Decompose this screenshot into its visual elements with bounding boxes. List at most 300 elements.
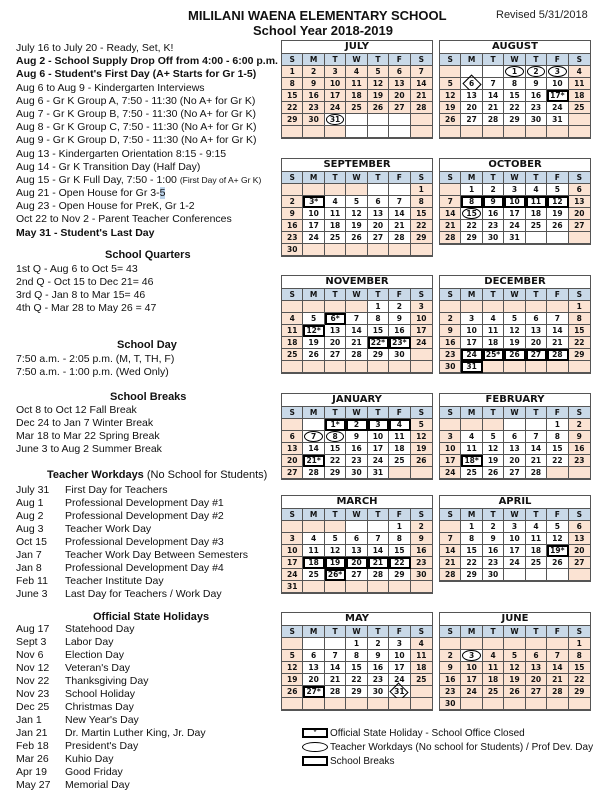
quarters-title: School Quarters	[105, 249, 191, 261]
day-header: S	[282, 172, 303, 184]
empty-cell	[547, 301, 568, 313]
day-cell: 5	[325, 533, 346, 545]
day-cell: 22	[411, 220, 432, 232]
empty-cell	[325, 521, 346, 533]
day-cell: 28	[303, 467, 324, 479]
empty-cell	[368, 521, 389, 533]
school-day-title: School Day	[117, 339, 177, 351]
day-cell: 4	[461, 431, 482, 443]
legend-item-holiday	[302, 726, 593, 740]
event-text: May 31 - Student's Last Day	[16, 226, 155, 239]
day-cell: 14	[346, 325, 367, 337]
event-item	[16, 55, 278, 68]
day-cell: 22	[569, 674, 590, 686]
event-text: July 16 to July 20 - Ready, Set, K!	[16, 42, 174, 54]
day-cell: 17	[411, 325, 432, 337]
day-cell: 14	[440, 545, 461, 557]
month-calendar-december	[439, 275, 591, 374]
empty-cell	[440, 184, 461, 196]
day-cell: 18	[389, 443, 410, 455]
day-cell: 11	[282, 325, 303, 337]
empty-cell	[368, 698, 389, 710]
day-header: S	[569, 509, 590, 521]
day-header: T	[325, 626, 346, 638]
day-cell: 29	[411, 232, 432, 244]
empty-cell	[325, 698, 346, 710]
day-cell: 30	[526, 114, 547, 126]
workdays-subtitle: (No School for Students)	[146, 469, 268, 481]
day-cell: 16	[303, 90, 324, 102]
workdays-title: Teacher Workdays	[47, 469, 144, 481]
day-cell: 10	[389, 650, 410, 662]
holiday-day-cell: 17*	[547, 90, 568, 102]
holiday-day-cell: 18*	[461, 455, 482, 467]
event-item	[16, 68, 278, 81]
day-cell: 28	[440, 232, 461, 244]
workday-cell: 2	[526, 66, 547, 78]
empty-cell	[282, 301, 303, 313]
day-cell: 17	[325, 90, 346, 102]
day-header: W	[346, 626, 367, 638]
day-cell: 5	[282, 650, 303, 662]
item-date: Jan 8	[16, 562, 42, 574]
day-cell: 18	[483, 337, 504, 349]
holiday-item	[16, 675, 206, 688]
event-text: Aug 2 - School Supply Drop Off from 4:00 - 6:00 p.m.	[16, 55, 278, 68]
day-cell: 24	[547, 102, 568, 114]
day-cell: 15	[346, 662, 367, 674]
day-header: F	[547, 407, 568, 419]
day-cell: 16	[440, 674, 461, 686]
day-cell: 12	[483, 443, 504, 455]
empty-cell	[411, 467, 432, 479]
day-cell: 17	[282, 557, 303, 569]
day-cell: 16	[346, 443, 367, 455]
workday-item	[16, 588, 248, 601]
day-cell: 24	[461, 686, 482, 698]
day-header: T	[483, 289, 504, 301]
item-desc: Teacher Work Day Between Semesters	[65, 549, 249, 561]
holiday-day-cell: 21*	[303, 455, 324, 467]
day-cell: 18	[526, 545, 547, 557]
item-desc: Dr. Martin Luther King, Jr. Day	[65, 727, 206, 739]
day-cell: 30	[346, 467, 367, 479]
quarter-item: 2nd Q - Oct 15 to Dec 21= 46	[16, 276, 154, 288]
legend-label: School Breaks	[330, 755, 395, 767]
day-cell: 17	[389, 662, 410, 674]
day-header: T	[526, 626, 547, 638]
day-header: F	[389, 509, 410, 521]
day-cell: 2	[282, 196, 303, 208]
empty-cell	[526, 419, 547, 431]
day-header: S	[411, 54, 432, 66]
empty-cell	[483, 126, 504, 138]
empty-cell	[282, 638, 303, 650]
empty-cell	[411, 361, 432, 373]
event-note: (First Day of A+ Gr K)	[179, 174, 262, 185]
item-desc: School Holiday	[65, 688, 136, 700]
day-cell: 4	[411, 638, 432, 650]
day-header: M	[303, 509, 324, 521]
event-text: Aug 9 - Gr K Group D, 7:50 - 11:30 (No A+ for Gr K)	[16, 134, 257, 147]
day-cell: 17	[461, 674, 482, 686]
breaks-title: School Breaks	[110, 391, 187, 403]
month-grid	[440, 626, 590, 710]
day-cell: 9	[440, 662, 461, 674]
day-cell: 23	[346, 455, 367, 467]
month-grid	[282, 54, 432, 138]
day-header: T	[368, 407, 389, 419]
day-header: F	[547, 289, 568, 301]
break-day-cell: 11	[526, 196, 547, 208]
workday-cell: 15	[461, 208, 482, 220]
day-cell: 14	[368, 545, 389, 557]
day-cell: 2	[411, 521, 432, 533]
day-cell: 5	[303, 313, 324, 325]
day-cell: 25	[461, 467, 482, 479]
day-cell: 3	[440, 431, 461, 443]
item-date: Aug 1	[16, 497, 44, 509]
event-text: Oct 22 to Nov 2 - Parent Teacher Conferences	[16, 213, 232, 226]
event-item	[16, 161, 278, 174]
empty-cell	[303, 581, 324, 593]
day-cell: 18	[411, 662, 432, 674]
empty-cell	[440, 521, 461, 533]
item-date: Apr 19	[16, 766, 47, 778]
item-desc: Labor Day	[65, 636, 114, 648]
day-cell: 20	[325, 337, 346, 349]
break-day-cell: 20	[346, 557, 367, 569]
item-desc: Professional Development Day #2	[65, 510, 224, 522]
day-cell: 9	[569, 431, 590, 443]
month-calendar-march	[281, 495, 433, 594]
day-cell: 5	[504, 313, 525, 325]
day-cell: 1	[346, 638, 367, 650]
holiday-day-cell: 6*	[325, 313, 346, 325]
day-cell: 3	[282, 533, 303, 545]
month-calendar-november	[281, 275, 433, 374]
empty-cell	[411, 698, 432, 710]
day-cell: 11	[461, 443, 482, 455]
day-cell: 24	[303, 232, 324, 244]
item-date: Dec 25	[16, 701, 50, 713]
day-cell: 10	[461, 325, 482, 337]
day-cell: 25	[303, 569, 324, 581]
empty-cell	[303, 638, 324, 650]
workdays-list	[16, 484, 248, 601]
empty-cell	[504, 126, 525, 138]
day-cell: 18	[526, 208, 547, 220]
day-cell: 14	[483, 90, 504, 102]
day-cell: 20	[569, 545, 590, 557]
event-item	[16, 227, 278, 240]
item-date: Feb 18	[16, 740, 49, 752]
day-header: W	[346, 509, 367, 521]
workday-item	[16, 536, 248, 549]
day-header: T	[368, 54, 389, 66]
day-header: T	[526, 172, 547, 184]
day-header: T	[526, 509, 547, 521]
day-cell: 15	[411, 208, 432, 220]
empty-cell	[303, 419, 324, 431]
empty-cell	[440, 638, 461, 650]
item-date: Feb 11	[16, 575, 48, 587]
event-text: Aug 21 - Open House for Gr 3-	[16, 187, 160, 200]
day-cell: 30	[440, 698, 461, 710]
day-cell: 6	[569, 184, 590, 196]
day-cell: 30	[389, 349, 410, 361]
day-cell: 15	[325, 443, 346, 455]
day-cell: 31	[504, 232, 525, 244]
day-header: T	[483, 626, 504, 638]
day-cell: 17	[303, 220, 324, 232]
empty-cell	[526, 638, 547, 650]
day-cell: 2	[483, 521, 504, 533]
day-cell: 20	[389, 90, 410, 102]
day-cell: 13	[303, 662, 324, 674]
day-cell: 2	[303, 66, 324, 78]
day-cell: 28	[389, 232, 410, 244]
day-cell: 13	[569, 196, 590, 208]
item-date: Oct 15	[16, 536, 47, 548]
day-cell: 10	[325, 78, 346, 90]
empty-cell	[368, 114, 389, 126]
item-date: Jan 21	[16, 727, 48, 739]
item-date: Aug 2	[16, 510, 44, 522]
month-title: FEBRUARY	[440, 394, 590, 407]
day-cell: 14	[303, 443, 324, 455]
month-grid	[282, 509, 432, 593]
break-day-cell: 21	[368, 557, 389, 569]
workdays-heading	[47, 469, 267, 481]
empty-cell	[303, 184, 324, 196]
empty-cell	[389, 361, 410, 373]
day-cell: 21	[440, 557, 461, 569]
empty-cell	[325, 244, 346, 256]
day-cell: 28	[368, 569, 389, 581]
day-cell: 8	[282, 78, 303, 90]
day-header: S	[569, 54, 590, 66]
day-cell: 6	[569, 521, 590, 533]
day-header: T	[368, 172, 389, 184]
month-grid	[282, 626, 432, 710]
empty-cell	[504, 698, 525, 710]
empty-cell	[483, 361, 504, 373]
empty-cell	[303, 521, 324, 533]
month-calendar-may	[281, 612, 433, 711]
day-cell: 29	[368, 349, 389, 361]
day-cell: 9	[346, 431, 367, 443]
day-cell: 8	[411, 196, 432, 208]
day-cell: 19	[303, 337, 324, 349]
empty-cell	[346, 698, 367, 710]
day-cell: 10	[547, 78, 568, 90]
day-header: T	[368, 289, 389, 301]
day-header: S	[440, 509, 461, 521]
month-calendar-august	[439, 40, 591, 139]
day-cell: 5	[504, 650, 525, 662]
day-cell: 29	[282, 114, 303, 126]
month-grid	[440, 172, 590, 244]
day-header: T	[483, 407, 504, 419]
item-date: Nov 22	[16, 675, 50, 687]
event-text: Aug 7 - Gr K Group B, 7:50 - 11:30 (No A+ for Gr K)	[16, 107, 256, 120]
holiday-day-cell: 19*	[547, 545, 568, 557]
day-cell: 17	[504, 208, 525, 220]
item-desc: President's Day	[65, 740, 139, 752]
day-cell: 10	[440, 443, 461, 455]
day-cell: 17	[461, 337, 482, 349]
break-item: Dec 24 to Jan 7 Winter Break	[16, 417, 154, 429]
empty-cell	[389, 114, 410, 126]
holiday-item	[16, 766, 206, 779]
day-cell: 9	[440, 325, 461, 337]
day-cell: 17	[368, 443, 389, 455]
break-day-cell: 26	[504, 349, 525, 361]
day-cell: 19	[346, 220, 367, 232]
day-cell: 7	[346, 313, 367, 325]
holiday-item	[16, 779, 206, 792]
day-header: T	[325, 509, 346, 521]
month-grid	[282, 172, 432, 256]
holiday-day-cell: 22*	[368, 337, 389, 349]
day-header: S	[411, 626, 432, 638]
month-title: SEPTEMBER	[282, 159, 432, 172]
day-cell: 5	[346, 196, 367, 208]
day-cell: 6	[504, 431, 525, 443]
event-text: Aug 13 - Kindergarten Orientation 8:15 - 9:15	[16, 147, 227, 160]
break-day-cell: 10	[504, 196, 525, 208]
day-cell: 2	[483, 184, 504, 196]
day-cell: 3	[504, 521, 525, 533]
event-text: Aug 6 to Aug 9 - Kindergarten Interviews	[16, 81, 205, 94]
day-cell: 8	[461, 533, 482, 545]
break-day-cell: 31	[461, 361, 482, 373]
day-cell: 7	[547, 313, 568, 325]
empty-cell	[282, 126, 303, 138]
empty-cell	[461, 419, 482, 431]
day-cell: 27	[526, 686, 547, 698]
day-cell: 23	[483, 220, 504, 232]
day-header: M	[303, 289, 324, 301]
day-cell: 23	[368, 674, 389, 686]
day-cell: 11	[483, 325, 504, 337]
day-cell: 26	[504, 686, 525, 698]
day-header: T	[526, 407, 547, 419]
day-cell: 6	[346, 533, 367, 545]
day-cell: 14	[389, 208, 410, 220]
empty-cell	[368, 184, 389, 196]
month-grid	[282, 407, 432, 479]
day-cell: 23	[411, 557, 432, 569]
empty-cell	[411, 114, 432, 126]
empty-cell	[483, 638, 504, 650]
item-desc: New Year's Day	[65, 714, 139, 726]
empty-cell	[526, 698, 547, 710]
day-cell: 20	[303, 674, 324, 686]
workday-cell: 31	[325, 114, 346, 126]
day-cell: 5	[483, 431, 504, 443]
day-cell: 29	[504, 114, 525, 126]
empty-cell	[483, 698, 504, 710]
day-cell: 12	[504, 662, 525, 674]
empty-cell	[526, 232, 547, 244]
day-cell: 14	[547, 325, 568, 337]
item-desc: First Day for Teachers	[65, 484, 168, 496]
holiday-item	[16, 662, 206, 675]
day-cell: 13	[389, 78, 410, 90]
item-desc: Kuhio Day	[65, 753, 114, 765]
break-day-cell: 27	[526, 349, 547, 361]
day-cell: 20	[282, 455, 303, 467]
day-cell: 26	[411, 455, 432, 467]
day-cell: 4	[526, 521, 547, 533]
quarters-list	[16, 263, 156, 315]
day-cell: 10	[461, 662, 482, 674]
day-cell: 30	[411, 569, 432, 581]
day-header: S	[411, 172, 432, 184]
day-cell: 2	[440, 313, 461, 325]
day-cell: 26	[346, 232, 367, 244]
school-day-item: 7:50 a.m. - 1:00 p.m. (Wed Only)	[16, 366, 169, 378]
day-header: S	[440, 172, 461, 184]
day-header: S	[282, 626, 303, 638]
holiday-day-cell: 12*	[303, 325, 324, 337]
day-cell: 4	[303, 533, 324, 545]
holiday-day-cell: 27*	[303, 686, 324, 698]
empty-cell	[547, 467, 568, 479]
day-cell: 17	[440, 455, 461, 467]
day-cell: 18	[346, 90, 367, 102]
day-header: W	[504, 172, 525, 184]
empty-cell	[547, 126, 568, 138]
day-cell: 12	[282, 662, 303, 674]
empty-cell	[325, 581, 346, 593]
empty-cell	[389, 244, 410, 256]
empty-cell	[346, 521, 367, 533]
day-cell: 15	[389, 545, 410, 557]
month-grid	[440, 54, 590, 138]
day-cell: 23	[282, 232, 303, 244]
day-header: S	[569, 407, 590, 419]
day-header: T	[368, 626, 389, 638]
day-cell: 4	[526, 184, 547, 196]
day-cell: 23	[303, 102, 324, 114]
day-cell: 19	[547, 208, 568, 220]
day-cell: 25	[411, 674, 432, 686]
quarter-item: 4th Q - Mar 28 to May 26 = 47	[16, 302, 157, 314]
day-cell: 22	[461, 557, 482, 569]
day-cell: 6	[282, 431, 303, 443]
day-cell: 24	[411, 337, 432, 349]
event-text: Aug 14 - Gr K Transition Day (Half Day)	[16, 160, 201, 173]
day-cell: 10	[411, 313, 432, 325]
holiday-day-cell: 1*	[325, 419, 346, 431]
break-item: Mar 18 to Mar 22 Spring Break	[16, 430, 160, 442]
empty-cell	[440, 301, 461, 313]
empty-cell	[325, 361, 346, 373]
day-cell: 12	[504, 325, 525, 337]
day-cell: 21	[325, 674, 346, 686]
day-cell: 15	[368, 325, 389, 337]
day-cell: 28	[547, 686, 568, 698]
holiday-day-cell: 26*	[325, 569, 346, 581]
empty-cell	[411, 349, 432, 361]
day-header: T	[325, 289, 346, 301]
day-cell: 20	[526, 337, 547, 349]
day-cell: 20	[461, 102, 482, 114]
item-desc: Statehood Day	[65, 623, 135, 635]
